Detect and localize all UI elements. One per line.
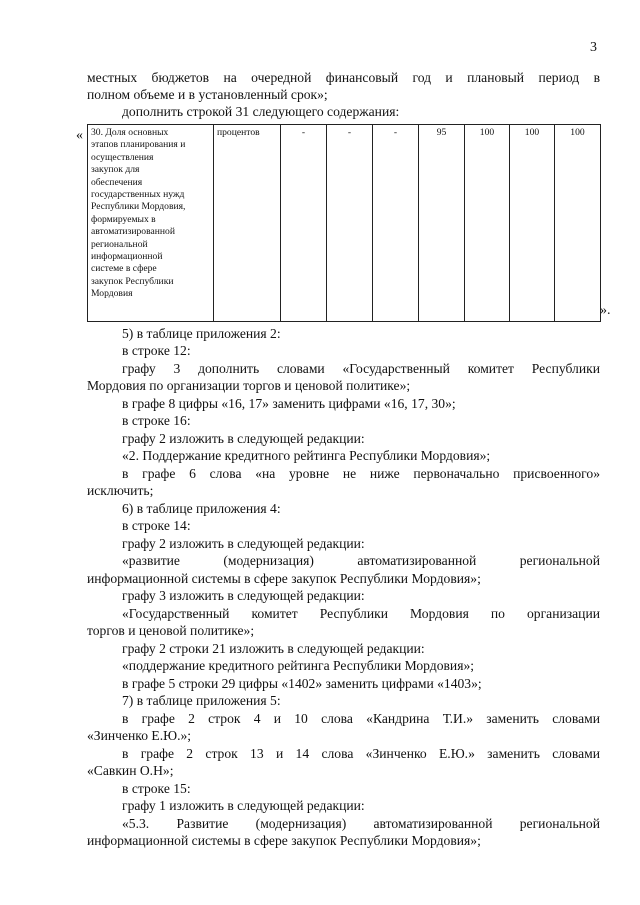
body-line-7: графу 2 изложить в следующей редакции: [122,431,365,446]
intro-line-3: дополнить строкой 31 следующего содержания: [122,104,400,119]
row31-value: 100 [555,125,601,322]
row31-value: - [281,125,327,322]
name-line: закупок для [91,164,140,176]
body-line-23: в графе 2 строк 4 и 10 слова «Кандрина Т.И.» заменить словами [122,711,600,726]
row31-indicator-name [88,125,214,322]
body-line-27: в строке 15: [122,781,191,796]
name-line: обеспечения [91,176,143,188]
name-line: 30. Доля основных [91,127,169,138]
intro-line-2: полном объеме и в установленный срок»; [87,87,328,102]
body-line-16: графу 3 изложить в следующей редакции: [122,588,365,603]
page-number: 3 [590,40,597,55]
body-line-18: торгов и ценовой политике»; [87,623,255,638]
body-line-25: в графе 2 строк 13 и 14 слова «Зинченко Е.Ю.» заменить словами [122,746,600,761]
body-line-26: «Савкин О.Н»; [87,763,174,778]
body-line-19: графу 2 строки 21 изложить в следующей редакции: [122,641,425,656]
body-line-1: 5) в таблице приложения 2: [122,326,281,341]
body-line-20: «поддержание кредитного рейтинга Республики Мордовия»; [122,658,475,673]
open-quote: « [76,128,83,143]
body-line-17: «Государственный комитет Республики Мордовия по организации [122,606,600,621]
name-line: государственных нужд [91,189,185,201]
table-row [88,125,601,322]
name-line: информационной [91,251,163,263]
body-line-13: графу 2 изложить в следующей редакции: [122,536,365,551]
body-line-12: в строке 14: [122,518,191,533]
row31-value: 100 [510,125,555,322]
body-line-10: исключить; [87,483,154,498]
body-line-2: в строке 12: [122,343,191,358]
body-line-4: Мордовия по организации торгов и ценовой политике»; [87,378,411,393]
row31-value: - [327,125,373,322]
body-line-14: «развитие (модернизация) автоматизированной региональной [122,553,600,568]
body-line-29: «5.3. Развитие (модернизация) автоматизированной региональной [122,816,600,831]
body-line-11: 6) в таблице приложения 4: [122,501,281,516]
name-line: осуществления [91,151,154,163]
body-line-22: 7) в таблице приложения 5: [122,693,281,708]
body-line-15: информационной системы в сфере закупок Республики Мордовия»; [87,571,481,586]
body-line-30: информационной системы в сфере закупок Республики Мордовия»; [87,833,481,848]
name-line: этапов планирования и [91,139,186,151]
name-line: формируемых в [91,213,156,225]
name-line: закупок Республики [91,275,174,287]
body-line-24: «Зинченко Е.Ю.»; [87,728,192,743]
row31-table [87,124,601,322]
body-line-3: графу 3 дополнить словами «Государственный комитет Республики [122,361,600,376]
close-quote: ». [600,303,611,318]
row31-value: - [373,125,419,322]
name-line: Мордовия [91,288,133,300]
body-line-28: графу 1 изложить в следующей редакции: [122,798,365,813]
row31-unit: процентов [214,125,281,322]
name-line: системе в сфере [91,263,157,275]
name-line: региональной [91,238,148,250]
body-line-9: в графе 6 слова «на уровне не ниже первоначально присвоенного» [122,466,600,481]
body-line-21: в графе 5 строки 29 цифры «1402» заменить цифрами «1403»; [122,676,482,691]
body-line-5: в графе 8 цифры «16, 17» заменить цифрами «16, 17, 30»; [122,396,456,411]
name-line: Республики Мордовия, [91,201,186,213]
row31-value: 100 [465,125,510,322]
body-line-6: в строке 16: [122,413,191,428]
intro-line-1: местных бюджетов на очередной финансовый год и плановый период в [87,70,600,85]
body-line-8: «2. Поддержание кредитного рейтинга Республики Мордовия»; [122,448,491,463]
name-line: автоматизированной [91,226,175,238]
row31-value: 95 [419,125,465,322]
